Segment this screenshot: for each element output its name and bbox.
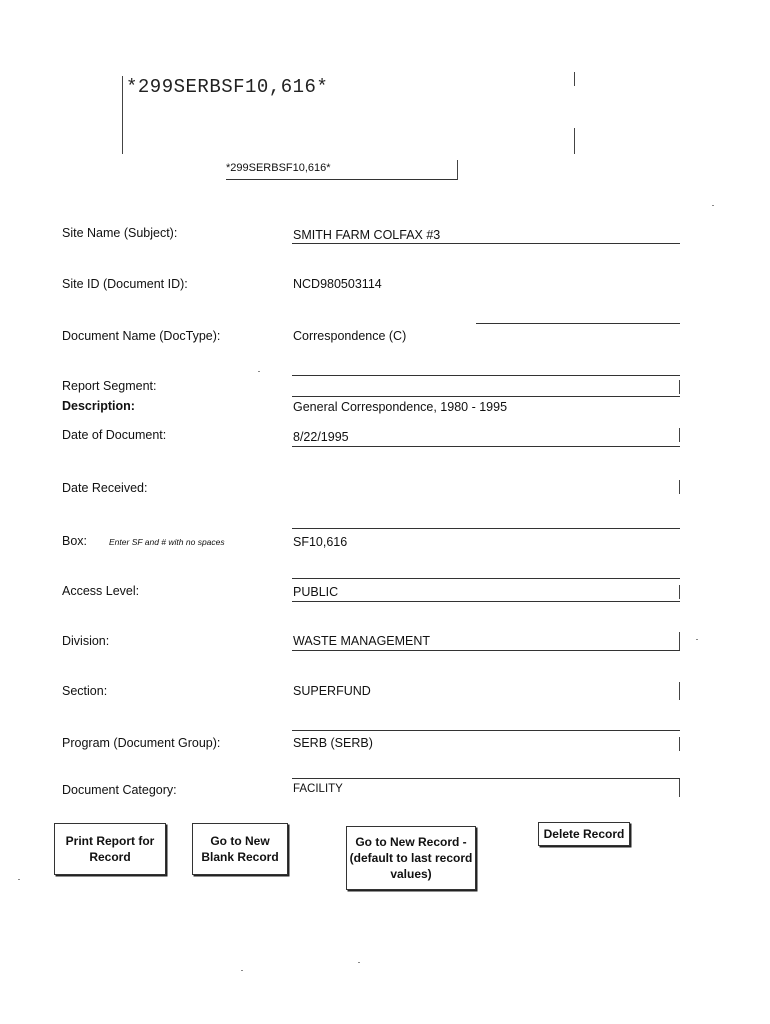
report-segment-field-bottom (292, 396, 680, 397)
report-segment-field-edge (679, 380, 680, 394)
document-category-value[interactable]: FACILITY (293, 783, 343, 795)
scan-speck (712, 205, 714, 206)
document-category-topline (292, 778, 680, 779)
date-of-document-underline (292, 446, 680, 447)
print-report-button[interactable]: Print Report for Record (54, 823, 166, 875)
access-level-value[interactable]: PUBLIC (293, 585, 339, 599)
document-category-edge (679, 779, 680, 797)
box-label-row (62, 534, 225, 548)
document-name-value[interactable]: Correspondence (C) (293, 329, 407, 343)
site-id-label: Site ID (Document ID): (62, 277, 188, 291)
site-name-underline (292, 243, 680, 244)
section-label: Section: (62, 684, 108, 698)
scan-speck (696, 639, 698, 640)
report-segment-field-top (292, 375, 680, 376)
program-label: Program (Document Group): (62, 736, 221, 750)
section-edge (679, 682, 680, 700)
delete-record-button[interactable]: Delete Record (538, 822, 630, 846)
access-level-underline (292, 601, 680, 602)
date-of-document-value[interactable]: 8/22/1995 (293, 430, 349, 444)
access-level-label: Access Level: (62, 584, 140, 598)
box-label: Box: (62, 534, 88, 548)
section-value[interactable]: SUPERFUND (293, 684, 371, 698)
site-id-value[interactable]: NCD980503114 (293, 277, 382, 291)
division-edge (679, 632, 680, 650)
barcode-frame-left (122, 76, 123, 154)
date-of-document-edge (679, 428, 680, 442)
division-underline (292, 650, 680, 651)
description-value[interactable]: General Correspondence, 1980 - 1995 (293, 400, 508, 414)
date-of-document-label: Date of Document: (62, 428, 167, 442)
barcode-small-underline (226, 179, 458, 180)
barcode-frame-right-bottom (574, 128, 575, 154)
access-level-edge (679, 585, 680, 599)
scan-speck (358, 962, 360, 963)
box-value[interactable]: SF10,616 (293, 535, 348, 549)
document-name-topline (476, 323, 680, 324)
scan-speck (241, 970, 243, 971)
program-topline (292, 730, 680, 731)
description-label: Description: (62, 399, 135, 413)
scan-speck (18, 879, 20, 880)
site-name-label: Site Name (Subject): (62, 226, 178, 240)
division-value[interactable]: WASTE MANAGEMENT (293, 634, 431, 648)
document-category-label: Document Category: (62, 783, 177, 797)
program-value[interactable]: SERB (SERB) (293, 736, 373, 750)
go-to-new-record-default-button[interactable]: Go to New Record - (default to last record values) (346, 826, 476, 890)
program-edge (679, 737, 680, 751)
division-label: Division: (62, 634, 110, 648)
document-name-label: Document Name (DocType): (62, 329, 221, 343)
date-received-edge (679, 480, 680, 494)
box-note: Enter SF and # with no spaces (109, 537, 225, 547)
barcode-small-border (457, 160, 458, 180)
access-level-topline (292, 578, 680, 579)
barcode-large-text: *299SERBSF10,616* (126, 76, 329, 98)
site-name-value[interactable]: SMITH FARM COLFAX #3 (293, 228, 441, 242)
barcode-small-text: *299SERBSF10,616* (226, 162, 331, 174)
report-segment-label: Report Segment: (62, 379, 157, 393)
box-topline (292, 528, 680, 529)
barcode-frame-right-top (574, 72, 575, 86)
go-to-new-blank-record-button[interactable]: Go to New Blank Record (192, 823, 288, 875)
date-received-label: Date Received: (62, 481, 148, 495)
scan-speck (258, 371, 260, 372)
